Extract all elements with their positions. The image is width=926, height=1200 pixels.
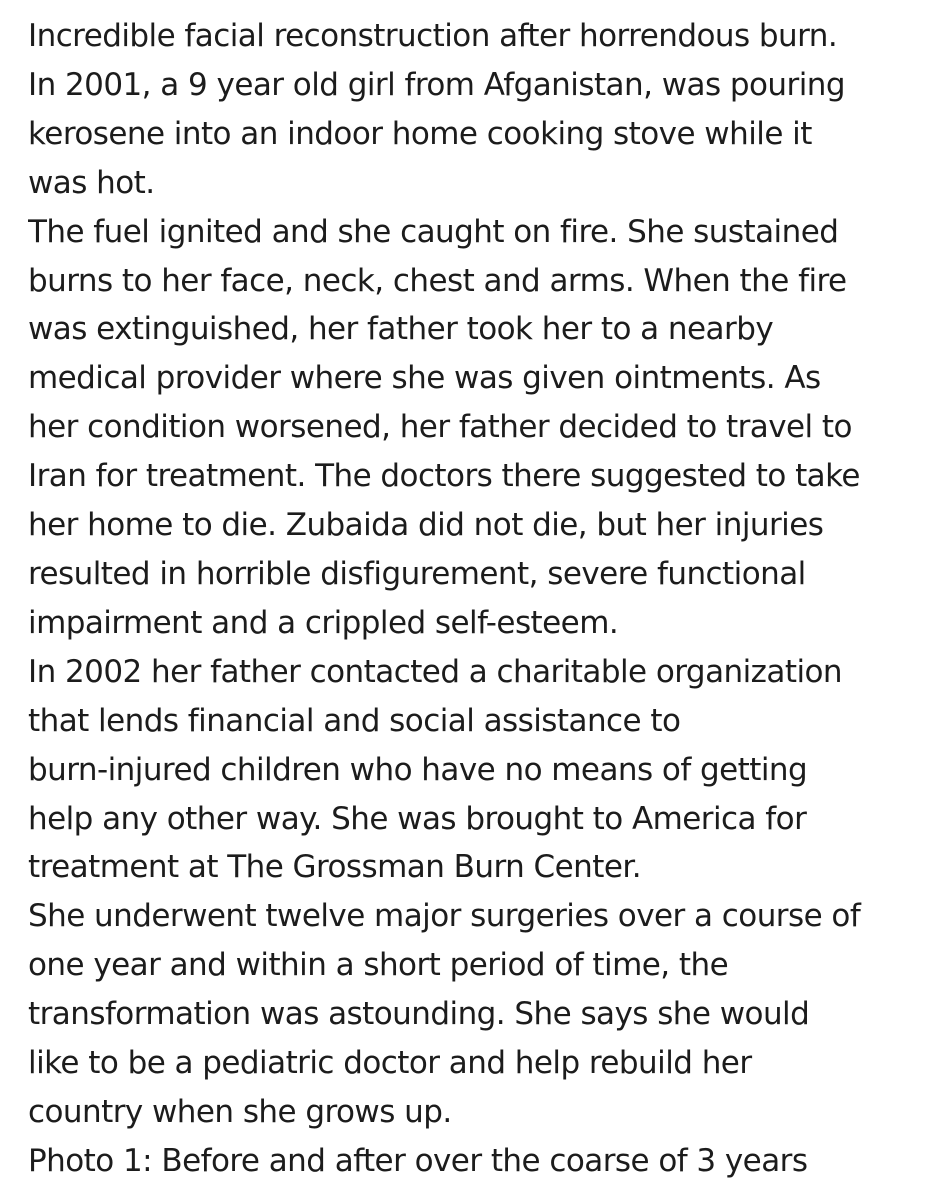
text-line: was hot.: [28, 164, 155, 201]
text-line: The fuel ignited and she caught on fire. She sustained: [28, 213, 839, 250]
text-line: Incredible facial reconstruction after horrendous burn.: [28, 18, 838, 54]
text-line: help any other way. She was brought to America for: [28, 800, 807, 837]
text-line: that lends financial and social assistance to: [28, 702, 681, 739]
text-line: treatment at The Grossman Burn Center.: [28, 849, 641, 886]
text-line: She underwent twelve major surgeries over a course of: [28, 898, 861, 935]
text-line: resulted in horrible disfigurement, severe functional: [28, 555, 806, 592]
text-line: impairment and a crippled self-esteem.: [28, 604, 619, 641]
text-line: was extinguished, her father took her to a nearby: [28, 311, 774, 348]
text-line: Iran for treatment. The doctors there suggested to take: [28, 458, 860, 495]
text-line: one year and within a short period of time, the: [28, 947, 729, 984]
text-line: her home to die. Zubaida did not die, but her injuries: [28, 507, 824, 544]
text-line: country when she grows up.: [28, 1093, 452, 1130]
photo-caption: Photo 1: Before and after over the coarse of 3 years: [28, 1142, 808, 1179]
text-line: kerosene into an indoor home cooking stove while it: [28, 115, 812, 152]
text-line: transformation was astounding. She says she would: [28, 996, 810, 1033]
text-line: In 2002 her father contacted a charitable organization: [28, 653, 843, 690]
text-line: like to be a pediatric doctor and help rebuild her: [28, 1045, 752, 1082]
text-line: her condition worsened, her father decided to travel to: [28, 409, 852, 446]
text-line: medical provider where she was given ointments. As: [28, 360, 821, 397]
text-line: burn-injured children who have no means of getting: [28, 751, 808, 788]
text-line: In 2001, a 9 year old girl from Afganistan, was pouring: [28, 66, 845, 103]
text-line: burns to her face, neck, chest and arms. When the fire: [28, 262, 847, 299]
